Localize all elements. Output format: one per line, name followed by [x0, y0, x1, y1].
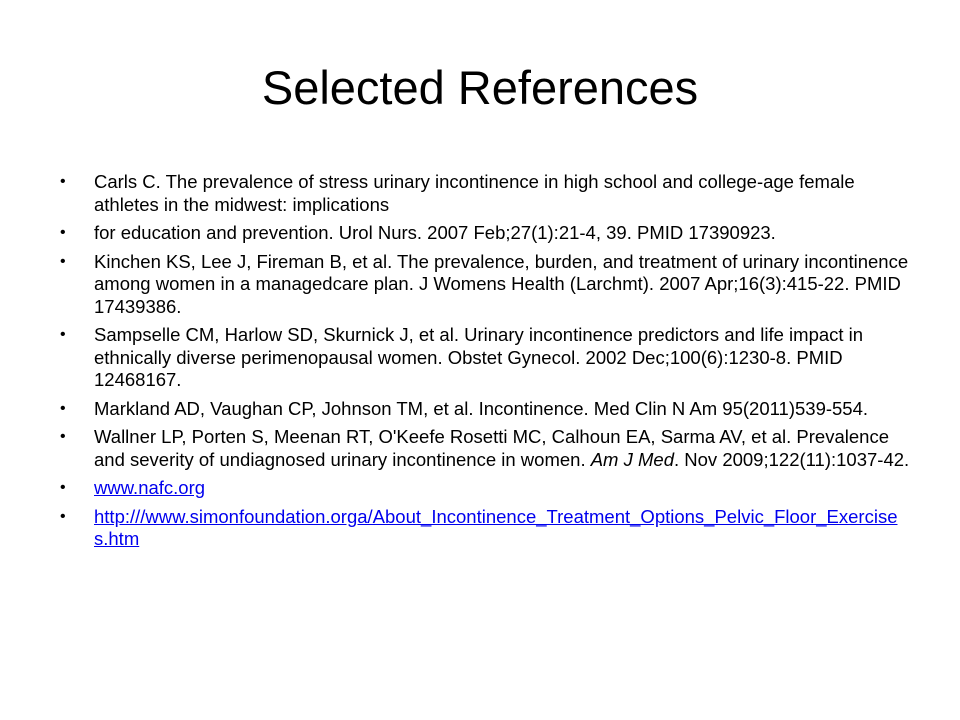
reference-text: Carls C. The prevalence of stress urinary incontinence in high school and college-age female athletes in the midwest: implications: [94, 171, 855, 215]
nafc-link[interactable]: www.nafc.org: [94, 477, 206, 498]
list-item: [60, 426, 910, 471]
simonfoundation-link[interactable]: http:///www.simonfoundation.orga/About_Incontinence_Treatment_Options_Pelvic_Floor_Exercises.htm: [94, 505, 898, 549]
bullet-icon: •: [60, 428, 66, 445]
list-item: [60, 222, 910, 245]
bullet-icon: •: [60, 252, 66, 270]
reference-text-before: Wallner LP, Porten S, Meenan RT, O'Keefe Rosetti MC, Calhoun EA, Sarma AV, et al. Prevalence and severity of undiagnosed urinary incontinence in women.: [94, 426, 889, 470]
list-item: [60, 398, 910, 421]
bullet-icon: •: [60, 507, 66, 525]
bullet-icon: •: [60, 479, 66, 496]
list-item: [60, 477, 910, 500]
bullet-icon: •: [60, 173, 66, 190]
reference-text: for education and prevention. Urol Nurs. 2007 Feb;27(1):21-4, 39. PMID 17390923.: [94, 222, 776, 243]
references-list: [60, 171, 910, 557]
bullet-icon: •: [60, 224, 66, 241]
reference-text: [94, 426, 909, 470]
list-item: [60, 251, 910, 319]
list-item: [60, 324, 910, 392]
reference-text: Kinchen KS, Lee J, Fireman B, et al. The prevalence, burden, and treatment of urinary incontinence among women in a managedcare plan. J Womens Health (Larchmt). 2007 Apr;16(3):415-22. PMID 17439386.: [94, 250, 909, 317]
journal-title-italic: Am J Med: [590, 448, 674, 470]
list-item: [60, 506, 910, 551]
reference-text-after: . Nov 2009;122(11):1037-42.: [674, 448, 910, 470]
list-item: [60, 171, 910, 216]
bullet-icon: •: [60, 399, 66, 417]
reference-text: Markland AD, Vaughan CP, Johnson TM, et al. Incontinence. Med Clin N Am 95(2011)539-554.: [94, 397, 869, 419]
slide-title: Selected References: [261, 61, 699, 114]
bullet-icon: •: [60, 326, 66, 343]
reference-text: Sampselle CM, Harlow SD, Skurnick J, et al. Urinary incontinence predictors and life impact in ethnically diverse perimenopausal women. Obstet Gynecol. 2002 Dec;100(6):1230-8. PMID 12468167.: [94, 324, 864, 390]
